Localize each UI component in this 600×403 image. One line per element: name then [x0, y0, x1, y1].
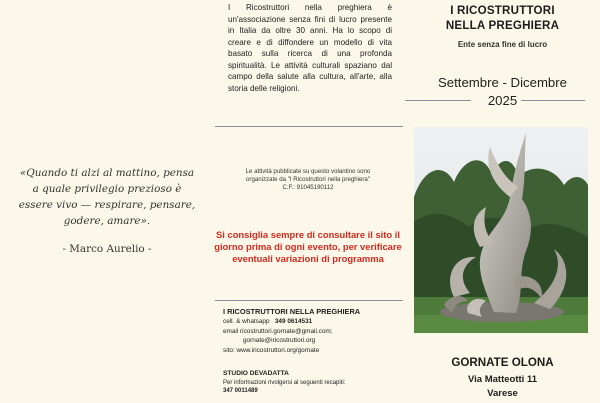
phone-line: [223, 317, 403, 326]
org-title: [405, 3, 600, 33]
association-intro: I Ricostruttori nella preghiera è un'associazione senza fini di lucro presente in Italia da oltre 30 anni. Ha lo scopo di creare e di diffondere un modello di vita basato sulla ricerca di una profonda spiritualità. Le attività culturali spaziano dal campo della salute alla cultura, all'arte, alla storia delle religioni.: [228, 3, 392, 93]
organizer-line-1: Le attività pubblicate su questo volantino sono: [245, 168, 371, 175]
org-subtitle: Ente senza fine di lucro: [457, 40, 548, 49]
studio-info: Per informazioni rivolgersi al seguenti recapiti:: [223, 379, 346, 386]
sculpture-photo: [414, 127, 588, 333]
email-secondary[interactable]: gornate@iricostruttori.org: [243, 337, 316, 345]
phone-number[interactable]: 349 0614531: [274, 318, 313, 326]
tax-code: C.F.: 91045190112: [282, 184, 334, 192]
organizer-line-2: organizzate da "I Ricostruttori nella preghiera": [246, 176, 370, 184]
period: [405, 74, 600, 109]
contact-title: I RICOSTRUTTORI NELLA PREGHIERA: [223, 307, 361, 316]
studio-phone[interactable]: 347 0011489: [223, 388, 258, 394]
location-block: [405, 355, 600, 400]
right-panel: [405, 0, 600, 403]
left-panel: [0, 0, 210, 403]
contact-block: [223, 307, 403, 355]
quote-text: «Quando ti alzi al mattino, pensa a quale privilegio prezioso è essere vivo — respirare, pensare, godere, amare».: [18, 167, 196, 227]
organizer-info: [224, 168, 392, 193]
period-year: 2025: [487, 92, 518, 108]
email-line[interactable]: email ricostruttori.gornate@gmail.com;: [223, 327, 333, 335]
middle-panel: [210, 0, 405, 403]
warning-notice: Si consiglia sempre di consultare il sito il giorno prima di ogni evento, per verificare eventuali variazioni di programma: [214, 229, 402, 265]
location-street: Via Matteotti 11: [468, 374, 537, 385]
quote-author: - Marco Aurelio -: [62, 243, 152, 255]
location-city: GORNATE OLONA: [451, 356, 554, 369]
divider-bottom: [215, 300, 403, 301]
location-province: Varese: [487, 388, 518, 399]
year-rule-right: [521, 100, 585, 101]
year-rule-left: [405, 100, 471, 101]
website-line[interactable]: sito: www.iricostruttori.org/gornate: [223, 346, 320, 354]
phone-label: cell. & whatsapp: [223, 318, 270, 326]
period-months: Settembre - Dicembre: [438, 75, 567, 90]
studio-title: STUDIO DEVADATTA: [223, 370, 289, 377]
studio-block: [223, 370, 403, 396]
divider-top: [215, 126, 403, 127]
org-title-line-2: NELLA PREGHIERA: [445, 19, 560, 32]
org-title-line-1: I RICOSTRUTTORI: [450, 4, 555, 17]
